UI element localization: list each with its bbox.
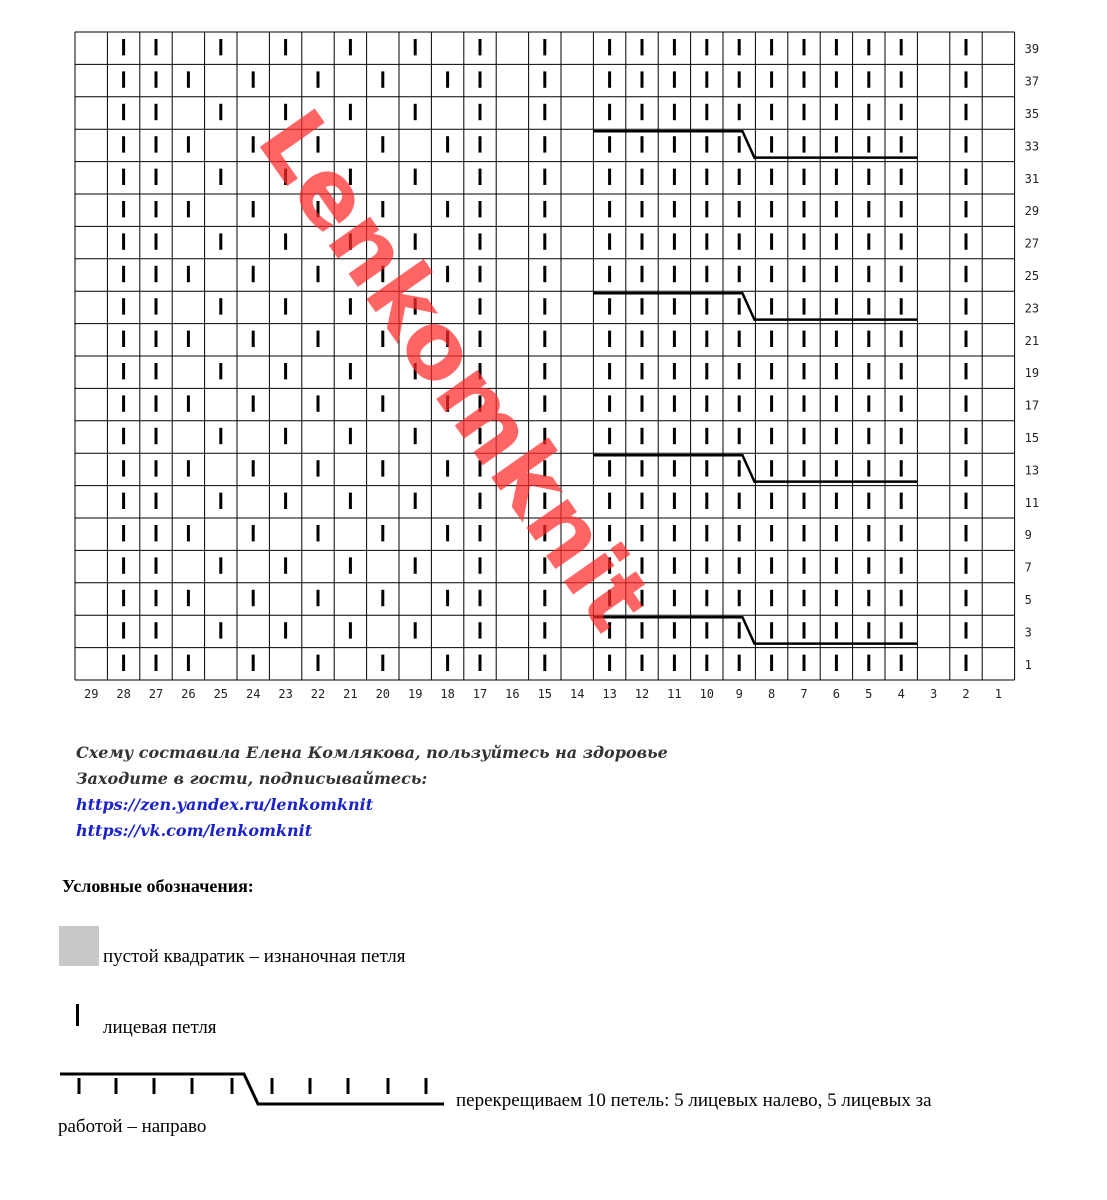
legend-title: Условные обозначения: <box>62 876 254 896</box>
credits-invite: Заходите в гости, подписывайтесь: <box>76 769 428 788</box>
row-label: 29 <box>1024 204 1040 219</box>
column-label: 21 <box>343 687 358 701</box>
column-label: 7 <box>800 687 808 701</box>
column-label: 14 <box>569 687 585 701</box>
row-label: 31 <box>1024 171 1040 186</box>
column-label: 11 <box>667 687 682 701</box>
row-label: 1 <box>1024 657 1032 672</box>
column-label: 19 <box>407 687 423 701</box>
column-label: 27 <box>148 687 164 701</box>
row-label: 5 <box>1024 593 1032 607</box>
column-label: 20 <box>375 687 391 701</box>
row-label: 9 <box>1024 528 1032 543</box>
row-label: 17 <box>1024 398 1040 413</box>
watermark: Lenkomknit <box>236 91 673 650</box>
column-label: 22 <box>310 687 326 701</box>
column-label: 15 <box>537 687 553 701</box>
vk-link[interactable]: https://vk.com/lenkomknit <box>76 821 313 840</box>
column-label: 28 <box>116 687 131 701</box>
row-label: 33 <box>1024 139 1040 154</box>
column-label: 13 <box>602 687 617 701</box>
row-label: 21 <box>1024 333 1040 348</box>
row-labels <box>1025 42 1039 672</box>
row-label: 3 <box>1024 625 1032 640</box>
row-label: 25 <box>1024 269 1040 283</box>
credits-author: Схему составила Елена Комлякова, пользуйтесь на здоровье <box>76 743 668 762</box>
row-label: 27 <box>1024 236 1040 251</box>
legend-knit-text: лицевая петля <box>103 1017 217 1038</box>
legend-cable-text: перекрещиваем 10 петель: 5 лицевых налево, 5 лицевых за <box>456 1090 932 1111</box>
row-label: 15 <box>1024 431 1040 445</box>
column-label: 24 <box>245 687 261 701</box>
column-label: 6 <box>832 687 841 701</box>
zen-link[interactable]: https://zen.yandex.ru/lenkomknit <box>76 795 374 814</box>
row-label: 7 <box>1024 560 1032 575</box>
legend-cable-text-cont: работой – направо <box>58 1116 207 1137</box>
column-label: 25 <box>213 687 229 701</box>
row-label: 11 <box>1024 495 1040 510</box>
row-label: 35 <box>1024 107 1040 121</box>
column-label: 16 <box>505 687 520 701</box>
column-label: 17 <box>472 687 488 701</box>
column-label: 3 <box>929 687 938 701</box>
legend-purl-text: пустой квадратик – изнаночная петля <box>103 946 406 967</box>
row-label: 39 <box>1024 42 1040 57</box>
purl-swatch-icon <box>59 926 99 966</box>
cable-symbol-icon <box>58 1068 448 1110</box>
row-label: 13 <box>1024 463 1040 478</box>
column-labels <box>84 687 1002 701</box>
column-label: 4 <box>897 687 905 701</box>
column-label: 5 <box>865 687 873 701</box>
column-label: 12 <box>634 687 650 701</box>
column-label: 1 <box>994 687 1003 701</box>
column-label: 29 <box>83 687 99 701</box>
row-label: 23 <box>1024 301 1040 316</box>
credits-block <box>76 740 668 844</box>
row-label: 37 <box>1024 74 1040 89</box>
column-label: 18 <box>440 687 455 701</box>
column-label: 9 <box>735 687 743 701</box>
column-label: 8 <box>767 687 776 701</box>
column-label: 23 <box>278 687 293 701</box>
column-label: 26 <box>181 687 196 701</box>
column-label: 10 <box>699 687 715 701</box>
column-label: 2 <box>962 687 970 701</box>
knit-stitch-icon <box>76 1004 79 1026</box>
row-label: 19 <box>1024 366 1040 381</box>
